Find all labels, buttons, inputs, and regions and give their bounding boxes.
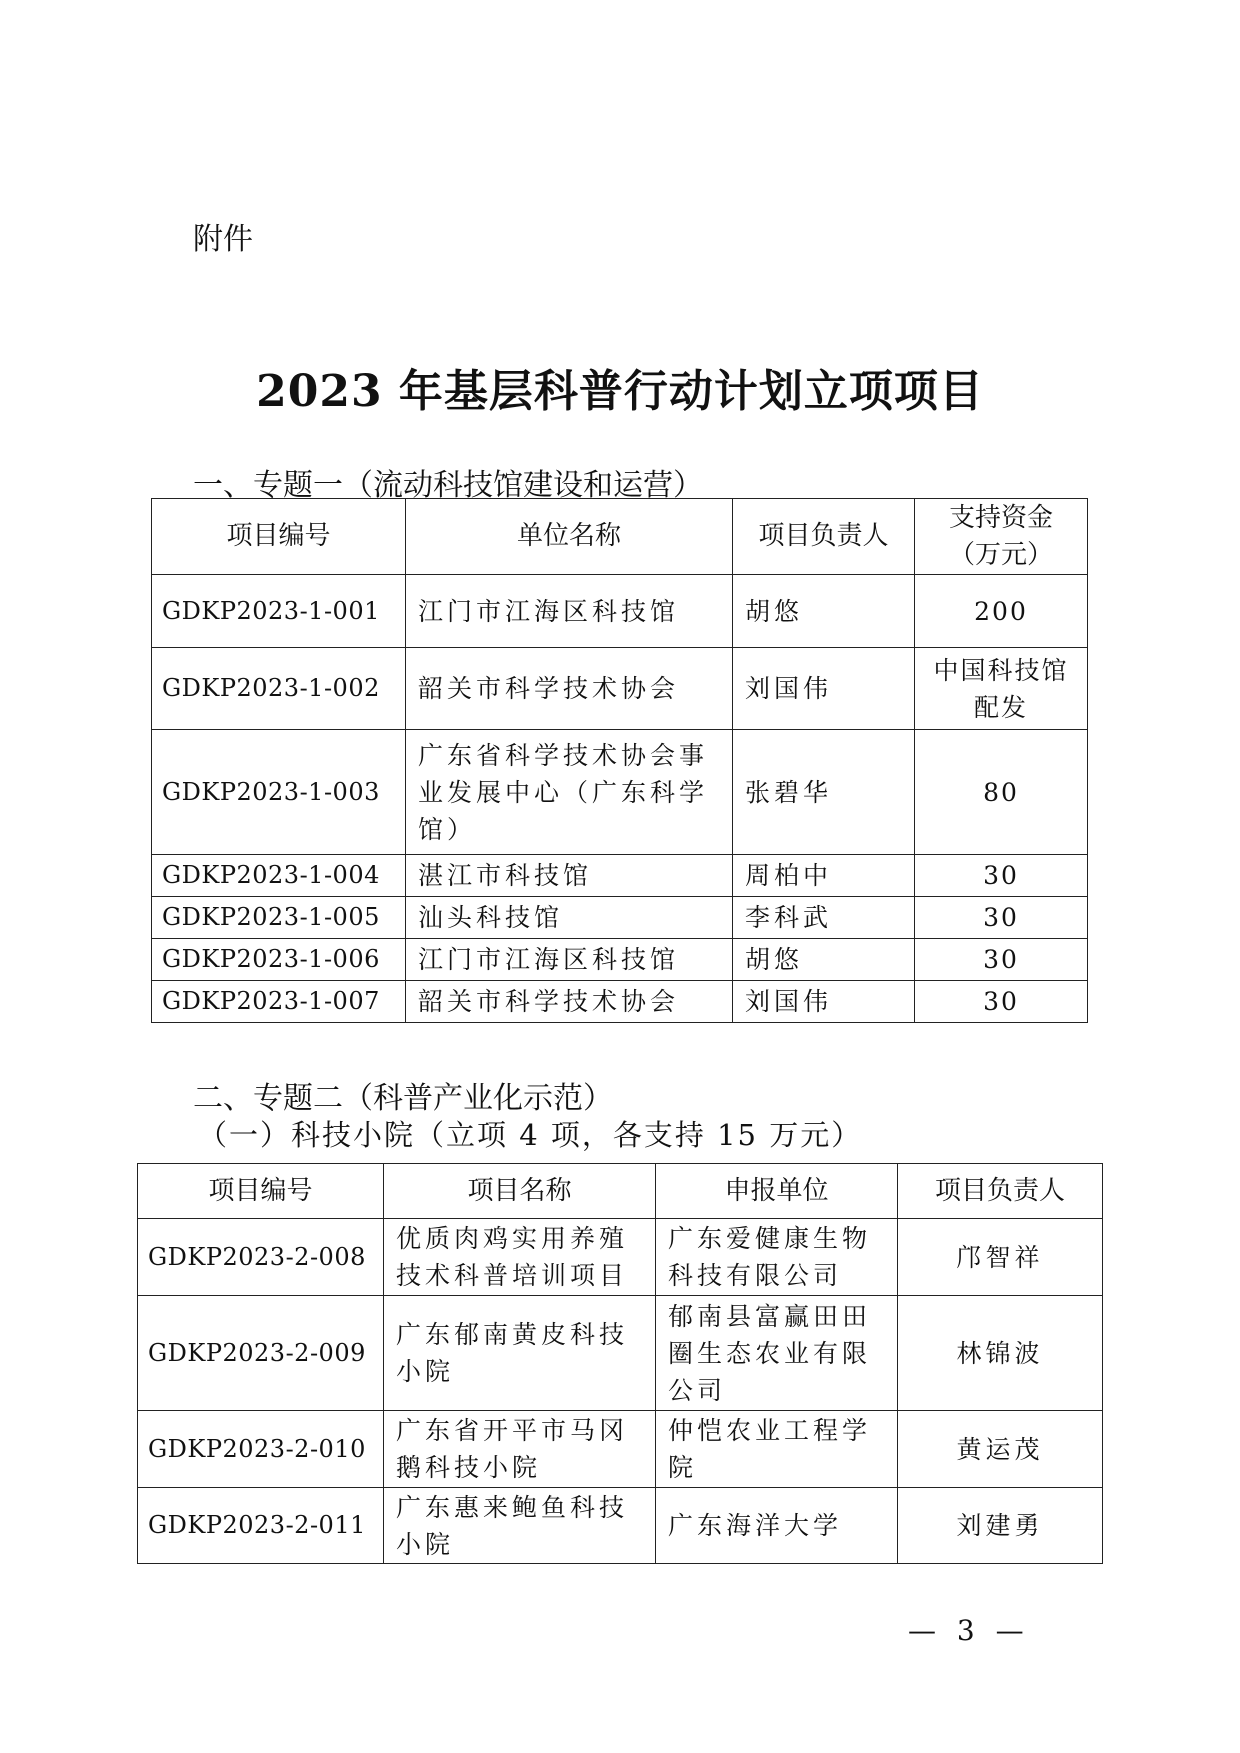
project-leader: 刘国伟 xyxy=(733,648,915,730)
unit-name: 广东省科学技术协会事业发展中心（广东科学馆） xyxy=(406,730,733,855)
table-row xyxy=(152,981,1088,1023)
funding-amount: 200 xyxy=(915,575,1088,648)
project-code: GDKP2023-1-007 xyxy=(152,981,406,1023)
project-name: 优质肉鸡实用养殖技术科普培训项目 xyxy=(384,1219,656,1296)
project-leader: 胡悠 xyxy=(733,575,915,648)
subsection-heading: （一）科技小院（立项 4 项，各支持 15 万元） xyxy=(198,1118,863,1152)
project-name: 广东惠来鲍鱼科技小院 xyxy=(384,1488,656,1564)
unit-name: 江门市江海区科技馆 xyxy=(406,939,733,981)
table-row xyxy=(138,1411,1103,1488)
project-code: GDKP2023-1-003 xyxy=(152,730,406,855)
section1-table xyxy=(151,498,1088,1023)
column-header-funding: 支持资金 （万元） xyxy=(915,499,1088,575)
project-leader: 胡悠 xyxy=(733,939,915,981)
funding-amount: 30 xyxy=(915,939,1088,981)
table-row xyxy=(152,730,1088,855)
column-header-project-name: 项目名称 xyxy=(384,1164,656,1219)
unit-name: 江门市江海区科技馆 xyxy=(406,575,733,648)
table-row xyxy=(138,1219,1103,1296)
table-row xyxy=(152,648,1088,730)
table-row xyxy=(152,575,1088,648)
table-row xyxy=(152,939,1088,981)
project-leader: 刘国伟 xyxy=(733,981,915,1023)
applicant-unit: 广东海洋大学 xyxy=(656,1488,898,1564)
project-code: GDKP2023-1-004 xyxy=(152,855,406,897)
unit-name: 韶关市科学技术协会 xyxy=(406,981,733,1023)
attachment-label: 附件 xyxy=(193,222,253,257)
document-title: 2023 年基层科普行动计划立项项目 xyxy=(256,366,984,417)
project-leader: 周柏中 xyxy=(733,855,915,897)
project-leader: 黄运茂 xyxy=(898,1411,1103,1488)
page-number: — 3 — xyxy=(908,1614,1030,1647)
table-row xyxy=(138,1296,1103,1411)
unit-name: 湛江市科技馆 xyxy=(406,855,733,897)
table-row xyxy=(152,897,1088,939)
project-code: GDKP2023-1-005 xyxy=(152,897,406,939)
applicant-unit: 广东爱健康生物科技有限公司 xyxy=(656,1219,898,1296)
project-code: GDKP2023-1-002 xyxy=(152,648,406,730)
funding-amount: 30 xyxy=(915,855,1088,897)
unit-name: 韶关市科学技术协会 xyxy=(406,648,733,730)
applicant-unit: 郁南县富赢田田圈生态农业有限公司 xyxy=(656,1296,898,1411)
project-code: GDKP2023-1-001 xyxy=(152,575,406,648)
table-row xyxy=(138,1488,1103,1564)
column-header-leader: 项目负责人 xyxy=(898,1164,1103,1219)
project-leader: 邝智祥 xyxy=(898,1219,1103,1296)
project-leader: 林锦波 xyxy=(898,1296,1103,1411)
column-header-code: 项目编号 xyxy=(152,499,406,575)
table-row xyxy=(152,855,1088,897)
project-code: GDKP2023-2-010 xyxy=(138,1411,384,1488)
funding-amount: 80 xyxy=(915,730,1088,855)
project-name: 广东省开平市马冈鹅科技小院 xyxy=(384,1411,656,1488)
section2-heading: 二、专题二（科普产业化示范） xyxy=(193,1081,613,1116)
section2-table xyxy=(137,1163,1103,1564)
column-header-leader: 项目负责人 xyxy=(733,499,915,575)
section1-heading: 一、专题一（流动科技馆建设和运营） xyxy=(193,468,703,503)
column-header-code: 项目编号 xyxy=(138,1164,384,1219)
funding-amount: 中国科技馆 配发 xyxy=(915,648,1088,730)
project-code: GDKP2023-1-006 xyxy=(152,939,406,981)
column-header-applicant-unit: 申报单位 xyxy=(656,1164,898,1219)
project-code: GDKP2023-2-009 xyxy=(138,1296,384,1411)
funding-amount: 30 xyxy=(915,981,1088,1023)
project-leader: 李科武 xyxy=(733,897,915,939)
project-code: GDKP2023-2-011 xyxy=(138,1488,384,1564)
applicant-unit: 仲恺农业工程学院 xyxy=(656,1411,898,1488)
project-code: GDKP2023-2-008 xyxy=(138,1219,384,1296)
unit-name: 汕头科技馆 xyxy=(406,897,733,939)
project-leader: 张碧华 xyxy=(733,730,915,855)
column-header-unit: 单位名称 xyxy=(406,499,733,575)
project-name: 广东郁南黄皮科技小院 xyxy=(384,1296,656,1411)
funding-amount: 30 xyxy=(915,897,1088,939)
project-leader: 刘建勇 xyxy=(898,1488,1103,1564)
